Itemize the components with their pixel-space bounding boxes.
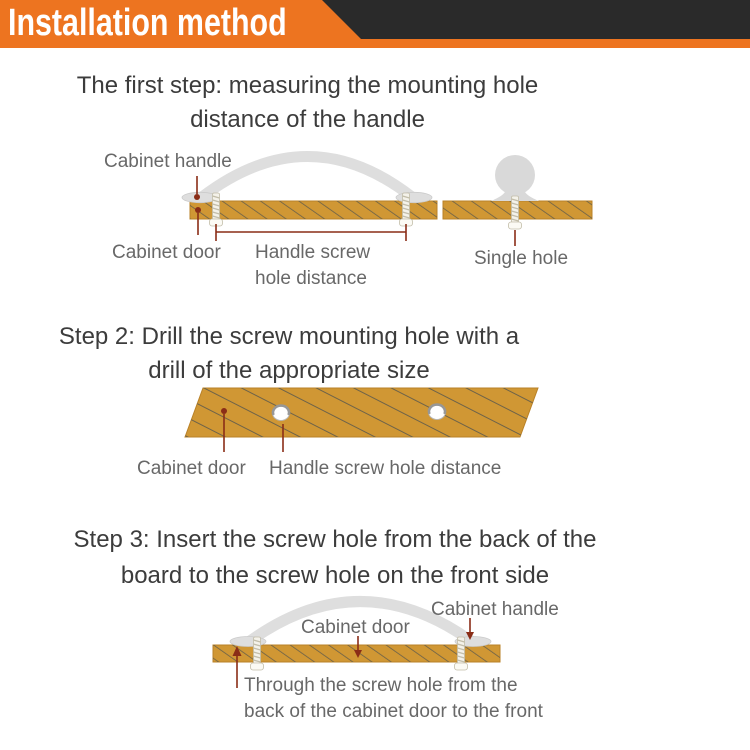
header-dark-band	[322, 0, 750, 39]
step1-title	[0, 69, 615, 137]
step3-title-line2: board to the screw hole on the front side	[120, 562, 550, 589]
label-screw-distance-line2: hole distance	[255, 268, 367, 289]
step3-title	[5, 522, 665, 594]
step2-diagram	[0, 380, 750, 460]
step2-title-line2: drill of the appropriate size	[148, 357, 430, 384]
label-screw-distance-line1: Handle screw	[255, 242, 371, 263]
label-cabinet-handle: Cabinet handle	[104, 151, 232, 172]
header-banner	[0, 0, 750, 48]
step1-title-line2: distance of the handle	[190, 106, 425, 133]
step2-title-line1: Step 2: Drill the screw mounting hole with a	[58, 323, 520, 350]
cabinet-door-board	[190, 201, 592, 219]
label-through-hole-line2: back of the cabinet door to the front	[244, 701, 543, 722]
label-through-hole-line1: Through the screw hole from the	[244, 675, 518, 696]
label-cabinet-door: Cabinet door	[301, 617, 410, 638]
step2-title	[0, 320, 578, 388]
label-cabinet-handle: Cabinet handle	[431, 599, 559, 620]
label-cabinet-door: Cabinet door	[112, 242, 221, 263]
single-knob-graphic	[491, 155, 539, 201]
drilled-board	[185, 388, 538, 437]
label-cabinet-door: Cabinet door	[137, 458, 246, 479]
step3-title-line1: Step 3: Insert the screw hole from the back of the	[73, 526, 597, 553]
label-screw-distance	[255, 240, 370, 292]
page-title: Installation method	[8, 2, 287, 44]
step1-title-line1: The first step: measuring the mounting hole	[76, 72, 539, 99]
label-through-hole	[244, 673, 543, 725]
step3-diagram	[0, 590, 750, 750]
label-single-hole: Single hole	[474, 248, 569, 269]
label-screw-distance: Handle screw hole distance	[269, 458, 502, 479]
